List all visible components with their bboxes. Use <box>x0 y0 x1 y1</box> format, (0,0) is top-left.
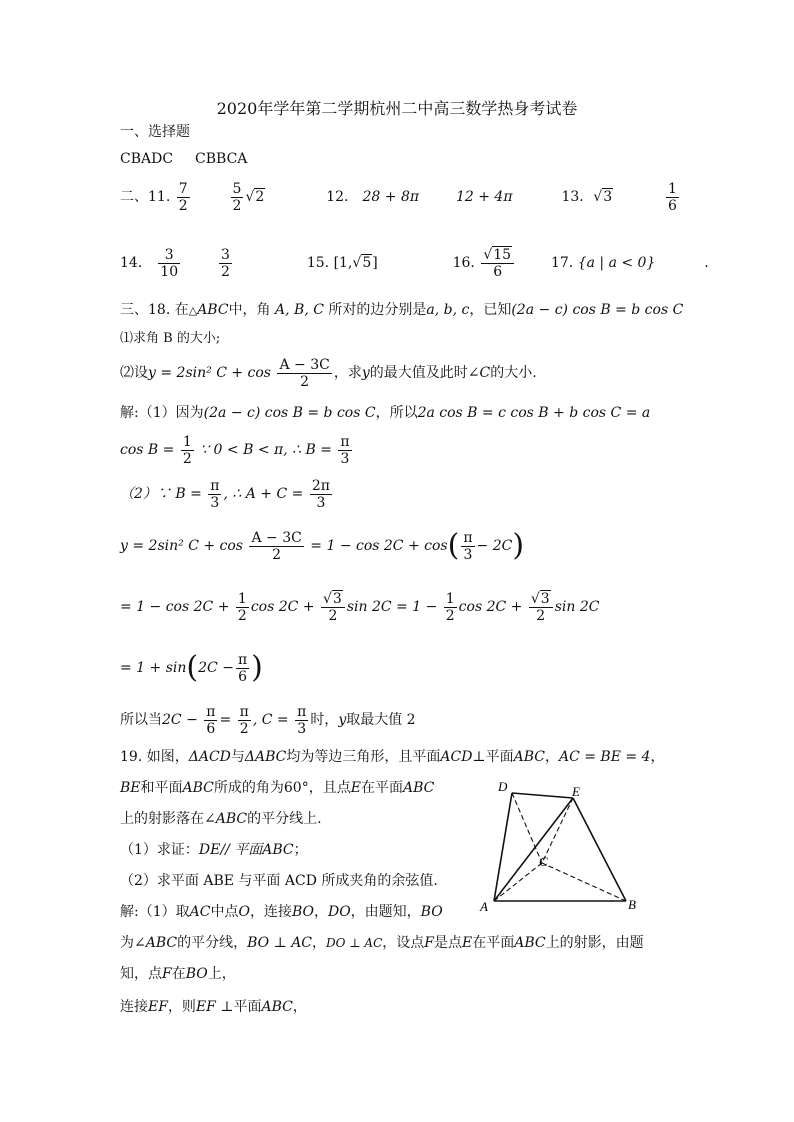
q18-solution-line4 <box>120 524 524 568</box>
answers-a: CBADC <box>120 151 174 167</box>
text: 为 <box>120 935 134 951</box>
math: ABC <box>261 999 293 1015</box>
math: ∵ 0 < B < π, ∴ B = <box>200 442 332 458</box>
math: 2C − <box>198 660 234 676</box>
text: 上的射影落在 <box>120 811 204 827</box>
numerator: √3 <box>529 591 553 608</box>
radicand: 3 <box>540 590 550 607</box>
denominator: 2 <box>232 197 242 214</box>
text: 平面 <box>233 999 262 1015</box>
numerator: 3 <box>158 247 180 264</box>
math: sin 2C = 1 − <box>346 599 438 615</box>
page-title: 2020年学年第二学期杭州二中高三数学热身考试卷 <box>216 99 578 118</box>
label-c: C <box>539 854 548 869</box>
denominator: 2 <box>300 373 310 390</box>
math: 2a cos B = c cos B + b cos C = a <box>417 405 651 421</box>
text: 中，角 <box>228 302 271 318</box>
answers-b: CBBCA <box>195 151 248 167</box>
math: , C = <box>252 712 289 728</box>
text: 所对的边分别是 <box>328 302 427 318</box>
math: （2）∵ B = <box>120 486 202 502</box>
numerator: π <box>210 477 220 494</box>
q18-prefix: 三、18. <box>120 302 171 318</box>
text: ； <box>293 842 308 858</box>
q19-solution-line2 <box>120 934 644 952</box>
q13-number: 13． <box>561 189 594 205</box>
text: ， <box>313 904 328 920</box>
text: 取最大值 2 <box>346 712 416 728</box>
q11-number: 11. <box>148 189 171 205</box>
numerator: 1 <box>668 180 677 197</box>
math: cos 2C + <box>458 599 523 615</box>
text: ，已知 <box>469 302 512 318</box>
numerator: 1 <box>182 433 192 450</box>
text: 和平面 <box>140 780 183 796</box>
denominator: 6 <box>493 263 503 280</box>
math: E <box>350 780 361 796</box>
math: ABC <box>513 749 545 765</box>
text: ，所以 <box>375 405 418 421</box>
answers-row-11-13: 二、11. $\frac{7}{2}$ $\frac{5}{2}$ √2 12． 28 + 8π 12 + 4π 13．√3 $\frac{1}{6}$ <box>120 180 677 214</box>
text: 上的射影，由题 <box>545 935 644 951</box>
fraction <box>181 434 194 467</box>
denominator: 2 <box>272 546 282 563</box>
q19-solution-line3 <box>120 965 236 983</box>
q12-answer-b: 12 + 4π <box>455 189 513 205</box>
denominator: 10 <box>160 263 179 280</box>
text: ，设点 <box>382 935 425 951</box>
math: (2a − c) cos B = b cos C <box>511 302 684 318</box>
section1-heading: 一、选择题 <box>120 124 190 140</box>
q19-solution-line1 <box>120 903 443 921</box>
math: ∠ABC <box>134 935 178 951</box>
fraction <box>295 704 308 737</box>
text: ⊥ <box>472 749 486 765</box>
math: y = 2sin² C + cos <box>148 365 271 381</box>
math: 2C − <box>162 712 198 728</box>
numerator: A − 3C <box>251 529 302 546</box>
text: 在 <box>174 302 189 318</box>
q14-fraction-a <box>158 247 180 280</box>
fraction <box>236 652 249 685</box>
radicand: 3 <box>332 590 342 607</box>
fraction <box>238 704 251 737</box>
q18-solution-line7 <box>120 700 416 740</box>
numerator: π <box>463 529 473 546</box>
text: 平面 <box>485 749 514 765</box>
math: ∠C <box>467 365 491 381</box>
text: 所以当 <box>120 712 162 728</box>
text: 的平分线上. <box>247 811 322 827</box>
label-a: A <box>480 899 488 914</box>
text: 均为等边三角形，且平面 <box>286 749 441 765</box>
text: ，由题知， <box>350 904 421 920</box>
text: 与 <box>230 749 245 765</box>
q16-fraction <box>481 247 514 280</box>
q18-part2 <box>120 352 537 394</box>
text: 的最大值及此时 <box>369 365 468 381</box>
edge-bc <box>542 863 626 901</box>
math: BO ⊥ AC <box>247 935 313 951</box>
text: ，且点 <box>308 780 351 796</box>
q18-solution-line6 <box>120 646 263 690</box>
q17-number: 17. <box>550 255 574 271</box>
text: ， <box>544 749 559 765</box>
paren-close: ) <box>251 650 263 685</box>
math: , ∴ A + C = <box>223 486 304 502</box>
q15-open: [1, <box>333 255 353 271</box>
q19-line2 <box>120 779 434 797</box>
text: 的平分线， <box>177 935 248 951</box>
math: y <box>338 712 347 728</box>
denominator: 6 <box>206 720 216 737</box>
edge-dc <box>512 793 542 863</box>
math: y = 2sin² C + cos <box>120 538 243 554</box>
math: AC = BE = 4 <box>558 749 651 765</box>
q15-number: 15. <box>306 255 330 271</box>
fraction <box>529 591 553 624</box>
paren-open: ( <box>186 650 199 685</box>
denominator: 3 <box>316 494 326 511</box>
numerator: A − 3C <box>279 356 330 373</box>
math: 60° <box>283 780 309 796</box>
edge-ad <box>494 793 512 901</box>
q15-close: ] <box>372 255 378 271</box>
text: ， <box>650 749 665 765</box>
denominator: 2 <box>445 607 455 624</box>
answers-row-14-17: 14． $\frac{3}{10}$ $\frac{3}{2}$ 15. [1,√5] 16. $\frac{√15}{6}$ 17. {a | a < 0} . <box>120 246 709 280</box>
numerator: √3 <box>321 591 345 608</box>
q19-line3 <box>120 810 322 828</box>
fraction <box>321 591 345 624</box>
label-d: D <box>498 779 508 794</box>
math: ACD <box>440 749 473 765</box>
math: AC <box>189 904 211 920</box>
fraction <box>249 530 303 563</box>
denominator: 2 <box>182 450 192 467</box>
label-b: B <box>628 897 636 912</box>
text: 是点 <box>433 935 462 951</box>
q11-fraction-a <box>177 181 190 214</box>
q13-fraction <box>666 181 679 214</box>
denominator: 2 <box>239 720 249 737</box>
math: O <box>238 904 250 920</box>
text: 连接 <box>120 999 148 1015</box>
denominator: 3 <box>340 450 350 467</box>
section2-prefix: 二、 <box>120 189 148 205</box>
fraction <box>208 478 221 511</box>
text: 解:（1）因为 <box>120 405 204 421</box>
math: F <box>162 966 172 982</box>
edge-be <box>573 798 626 901</box>
q14-fraction-b <box>219 247 232 280</box>
denominator: 2 <box>237 607 247 624</box>
paren-close: ) <box>512 528 525 563</box>
numerator: √15 <box>481 247 514 264</box>
text: 知，点 <box>120 966 162 982</box>
fraction <box>444 591 457 624</box>
denominator: 2 <box>328 607 338 624</box>
numerator: 3 <box>221 246 230 263</box>
math: DE// 平面 <box>198 842 263 858</box>
math: E <box>461 935 473 951</box>
q17-dot: . <box>704 255 709 271</box>
numerator: π <box>340 433 350 450</box>
fraction <box>204 704 217 737</box>
text: 中点 <box>210 904 239 920</box>
q18-part1: ⑴求角 B 的大小; <box>120 331 221 346</box>
text: ， <box>312 935 327 951</box>
q15-radicand: 5 <box>362 255 372 271</box>
edge-ae <box>494 798 573 901</box>
numerator: π <box>206 703 216 720</box>
q19-line4 <box>120 841 308 859</box>
numerator: 7 <box>178 180 188 197</box>
paren-open: ( <box>447 528 460 563</box>
fraction <box>310 478 332 511</box>
math: (2a − c) cos B = b cos C <box>203 405 376 421</box>
numerator: 5 <box>232 180 242 197</box>
math: DO ⊥ AC <box>326 936 383 950</box>
math: a, b, c <box>426 302 470 318</box>
text: ⑵设 <box>120 365 148 381</box>
q14-number: 14． <box>120 255 152 271</box>
q12-number: 12． <box>326 189 359 205</box>
triangle-icon: △ <box>188 304 198 317</box>
section1-answers <box>120 150 247 168</box>
math: DO <box>327 904 351 920</box>
text: 解:（1）取 <box>120 904 190 920</box>
math: ABC <box>262 842 294 858</box>
denominator: 2 <box>221 263 230 280</box>
denominator: 2 <box>536 607 546 624</box>
geometry-figure <box>470 775 650 920</box>
text: ，连接 <box>249 904 292 920</box>
denominator: 2 <box>178 197 188 214</box>
math: = <box>219 712 232 728</box>
denominator: 3 <box>297 720 307 737</box>
math: sin 2C <box>554 599 600 615</box>
math: BE <box>120 780 141 796</box>
denominator: 3 <box>210 494 220 511</box>
denominator: 6 <box>668 197 677 214</box>
math: ∠ABC <box>204 811 248 827</box>
denominator: 3 <box>463 546 473 563</box>
numerator: π <box>297 703 307 720</box>
numerator: π <box>239 703 249 720</box>
q11-fraction-b <box>231 181 244 214</box>
fraction <box>277 357 331 390</box>
q13-radicand: 3 <box>603 189 613 205</box>
math: ΔABC <box>244 749 287 765</box>
math: BO <box>420 904 443 920</box>
math: = 1 − cos 2C + <box>120 599 230 615</box>
text: 时， <box>310 712 339 728</box>
math: A, B, C <box>275 302 324 318</box>
numerator: 1 <box>445 590 455 607</box>
math: cos B = <box>120 442 175 458</box>
text: ，则 <box>167 999 196 1015</box>
q16-number: 16. <box>452 255 475 271</box>
numerator: 2π <box>311 477 330 494</box>
q17-answer: {a | a < 0} <box>577 255 656 271</box>
q18-stem <box>120 301 683 320</box>
fraction <box>236 591 249 624</box>
text: 在平面 <box>360 780 403 796</box>
edge-de <box>512 793 573 798</box>
math: cos 2C + <box>250 599 315 615</box>
numerator: 1 <box>237 590 247 607</box>
text: 的大小. <box>490 365 537 381</box>
q11-radicand: 2 <box>255 189 265 205</box>
math: ΔACD <box>188 749 231 765</box>
text: 在 <box>171 966 186 982</box>
q18-solution-line3 <box>120 474 334 514</box>
math: = 1 − cos 2C + cos <box>310 538 448 554</box>
label-e: E <box>572 784 580 799</box>
math: − 2C <box>476 538 513 554</box>
math: BO <box>291 904 314 920</box>
q18-solution-line1 <box>120 404 650 422</box>
denominator: 6 <box>238 668 247 685</box>
numerator: π <box>237 651 248 668</box>
q18-solution-line5 <box>120 586 599 628</box>
text: ， <box>292 999 307 1015</box>
text: （1）求证： <box>120 842 199 858</box>
q12-answer-a: 28 + 8π <box>362 189 420 205</box>
math: ABC <box>197 302 229 318</box>
text: ，求 <box>333 365 362 381</box>
fraction <box>461 530 474 563</box>
text: 上， <box>207 966 236 982</box>
math: y <box>361 365 370 381</box>
math: BO <box>185 966 208 982</box>
math: = 1 + sin <box>120 660 187 676</box>
math: ABC <box>182 780 214 796</box>
q19-solution-line4 <box>120 998 307 1016</box>
math: EF <box>148 999 168 1015</box>
q19-line1 <box>120 748 664 766</box>
fraction <box>338 434 351 467</box>
math: F <box>424 935 434 951</box>
text: 19. 如图， <box>120 749 189 765</box>
math: ABC <box>402 780 435 796</box>
q19-line5: （2）求平面 ABE 与平面 ACD 所成夹角的余弦值. <box>120 873 438 889</box>
math: EF ⊥ <box>195 999 234 1015</box>
q18-solution-line2 <box>120 430 354 470</box>
math: ABC <box>514 935 546 951</box>
q16-radicand: 15 <box>493 246 512 263</box>
text: 在平面 <box>472 935 515 951</box>
text: 所成的角为 <box>213 780 284 796</box>
